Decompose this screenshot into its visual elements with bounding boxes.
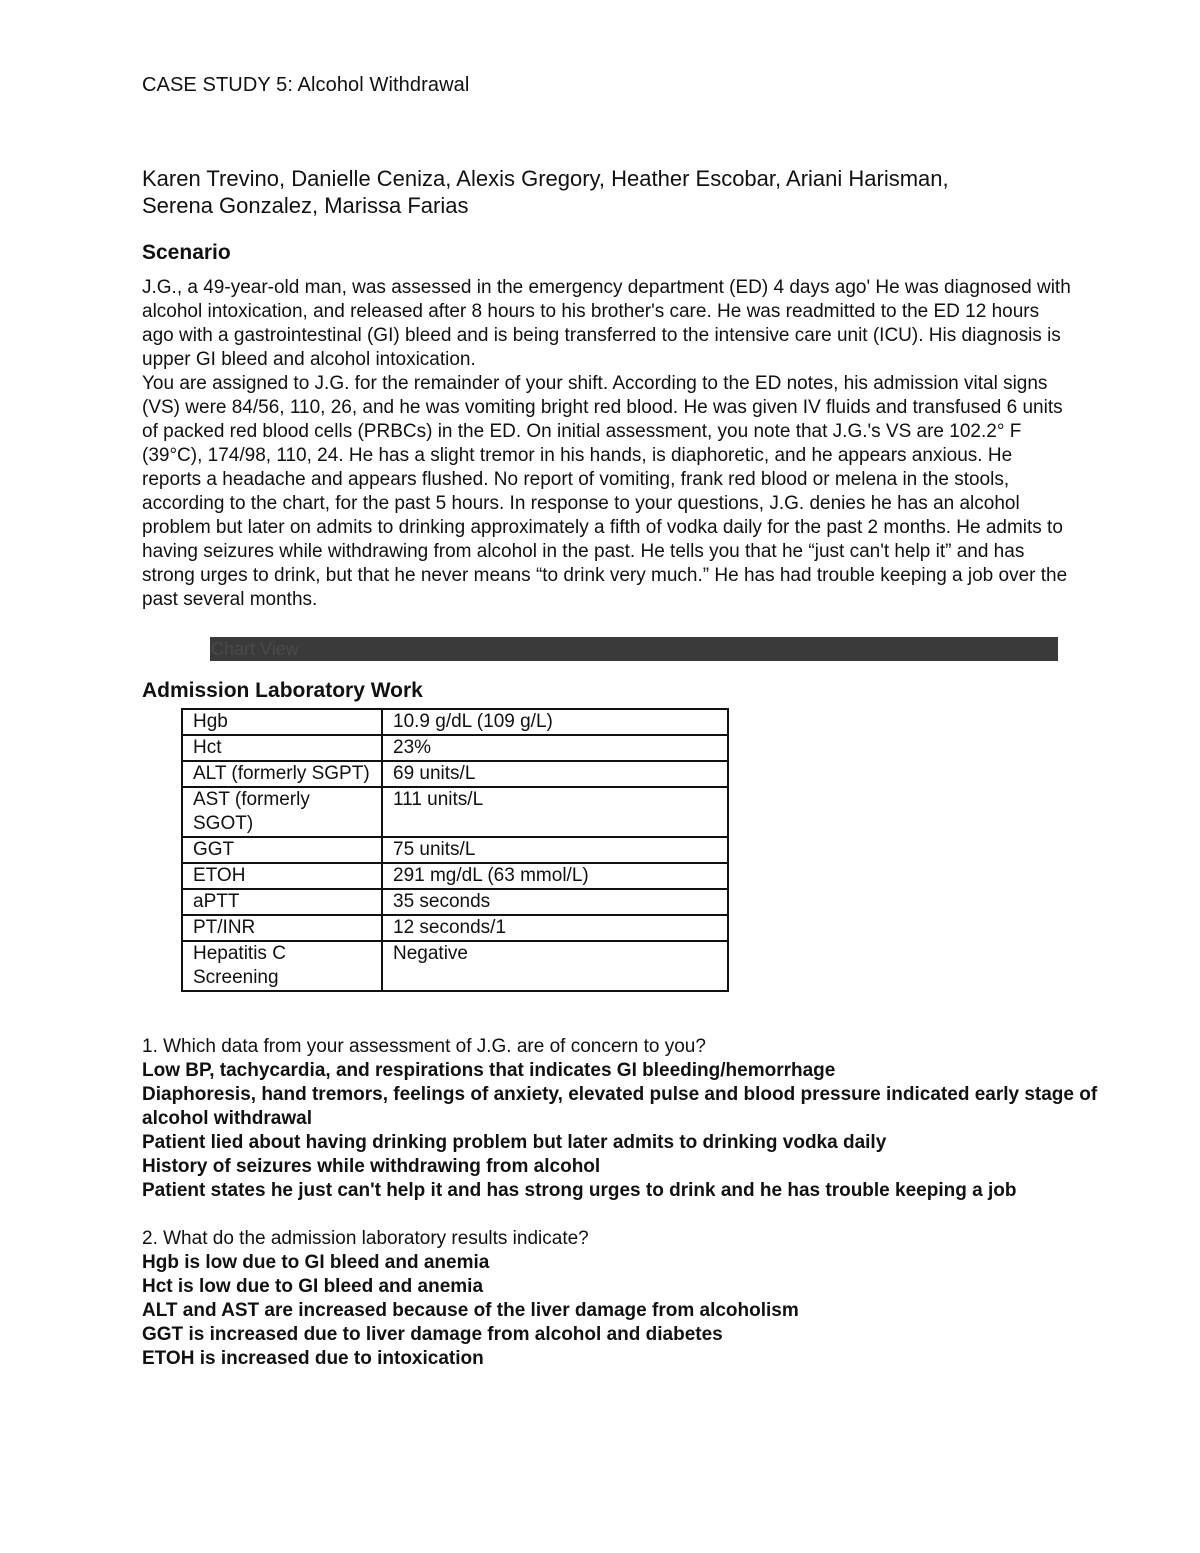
lab-test-value: 10.9 g/dL (109 g/L) <box>382 709 728 735</box>
table-row <box>182 941 728 991</box>
question-block <box>142 1227 1142 1371</box>
lab-test-value: 69 units/L <box>382 761 728 787</box>
scenario-text <box>142 276 1072 612</box>
answer-line: GGT is increased due to liver damage from alcohol and diabetes <box>142 1324 723 1345</box>
question-block <box>142 1035 1142 1203</box>
table-row <box>182 915 728 941</box>
lab-test-name: Hgb <box>182 709 382 735</box>
answer-line: Low BP, tachycardia, and respirations that indicates GI bleeding/hemorrhage <box>142 1060 836 1081</box>
lab-test-value: 111 units/L <box>382 787 728 837</box>
lab-test-name: AST (formerly SGOT) <box>182 787 382 837</box>
answer-line: Patient lied about having drinking problem but later admits to drinking vodka daily <box>142 1132 887 1153</box>
lab-test-value: 75 units/L <box>382 837 728 863</box>
table-row <box>182 709 728 735</box>
author-list <box>142 165 1042 219</box>
lab-test-value: Negative <box>382 941 728 991</box>
answer-line: Hct is low due to GI bleed and anemia <box>142 1276 484 1297</box>
table-row <box>182 889 728 915</box>
lab-test-name: PT/INR <box>182 915 382 941</box>
answer-line: Diaphoresis, hand tremors, feelings of anxiety, elevated pulse and blood pressure indicated early stage of alcohol withdrawal <box>142 1084 1098 1129</box>
question-text: 1. Which data from your assessment of J.G. are of concern to you? <box>142 1036 706 1057</box>
scenario-paragraph: J.G., a 49-year-old man, was assessed in the emergency department (ED) 4 days ago' He was diagnosed with alcohol intoxication, and released after 8 hours to his brother's care. He was readmitted to the ED 12 hours ago with a gastrointestinal (GI) bleed and is being transferred to the intensive care unit (ICU). His diagnosis is upper GI bleed and alcohol intoxication. <box>142 277 1071 370</box>
lab-test-name: aPTT <box>182 889 382 915</box>
labs-heading: Admission Laboratory Work <box>142 679 423 702</box>
author-line: Karen Trevino, Danielle Ceniza, Alexis Gregory, Heather Escobar, Ariani Harisman, <box>142 166 949 191</box>
question-text: 2. What do the admission laboratory results indicate? <box>142 1228 589 1249</box>
lab-test-name: Hepatitis C Screening <box>182 941 382 991</box>
lab-test-value: 12 seconds/1 <box>382 915 728 941</box>
author-line: Serena Gonzalez, Marissa Farias <box>142 193 469 218</box>
lab-test-value: 23% <box>382 735 728 761</box>
lab-test-name: Hct <box>182 735 382 761</box>
answer-line: ETOH is increased due to intoxication <box>142 1348 484 1369</box>
table-row <box>182 837 728 863</box>
chart-view-bar[interactable] <box>210 637 1058 661</box>
table-row <box>182 735 728 761</box>
table-row <box>182 761 728 787</box>
table-row <box>182 863 728 889</box>
scenario-heading: Scenario <box>142 241 231 264</box>
answer-line: ALT and AST are increased because of the liver damage from alcoholism <box>142 1300 799 1321</box>
answer-line: History of seizures while withdrawing from alcohol <box>142 1156 601 1177</box>
lab-test-value: 291 mg/dL (63 mmol/L) <box>382 863 728 889</box>
answer-line: Hgb is low due to GI bleed and anemia <box>142 1252 490 1273</box>
lab-test-name: ALT (formerly SGPT) <box>182 761 382 787</box>
lab-test-value: 35 seconds <box>382 889 728 915</box>
lab-results-table <box>181 708 729 992</box>
table-row <box>182 787 728 837</box>
answer-line: Patient states he just can't help it and has strong urges to drink and he has trouble keeping a job <box>142 1180 1017 1201</box>
scenario-paragraph: You are assigned to J.G. for the remainder of your shift. According to the ED notes, his admission vital signs (VS) were 84/56, 110, 26, and he was vomiting bright red blood. He was given IV fluids and transfused 6 units of packed red blood cells (PRBCs) in the ED. On initial assessment, you note that J.G.'s VS are 102.2° F (39°C), 174/98, 110, 24. He has a slight tremor in his hands, is diaphoretic, and he appears anxious. He reports a headache and appears flushed. No report of vomiting, frank red blood or melena in the stools, according to the chart, for the past 5 hours. In response to your questions, J.G. denies he has an alcohol problem but later on admits to drinking approximately a fifth of vodka daily for the past 2 months. He admits to having seizures while withdrawing from alcohol in the past. He tells you that he “just can't help it” and has strong urges to drink, but that he never means “to drink very much.” He has had trouble keeping a job over the past several months. <box>142 373 1068 610</box>
chart-view-label: Chart View <box>211 639 299 659</box>
lab-test-name: GGT <box>182 837 382 863</box>
lab-test-name: ETOH <box>182 863 382 889</box>
document-title: CASE STUDY 5: Alcohol Withdrawal <box>142 74 470 96</box>
